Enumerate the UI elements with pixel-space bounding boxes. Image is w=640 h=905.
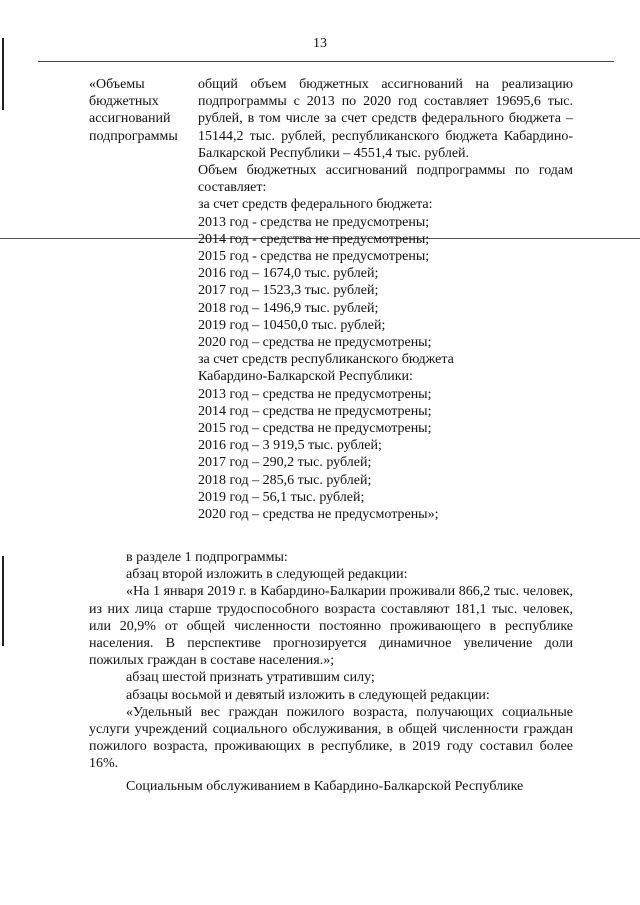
budget-intro: общий объем бюджетных ассигнований на реализацию подпрограммы с 2013 по 2020 год составляет 19695,6 тыс. рублей, в том числе за счет средств федерального бюджета – 15144,2 тыс. рублей, республиканского бюджета Кабардино-Балкарской Республики – 4551,4 тыс. рублей. <box>198 77 573 161</box>
label-line: ассигнований <box>89 111 171 127</box>
republic-year-line: 2017 год – 290,2 тыс. рублей; <box>198 455 372 471</box>
republic-year-line: 2015 год – средства не предусмотрены; <box>198 421 432 437</box>
republic-year-line: 2016 год – 3 919,5 тыс. рублей; <box>198 438 382 454</box>
table-content-cell <box>198 76 573 523</box>
republic-year-line: 2019 год – 56,1 тыс. рублей; <box>198 489 365 505</box>
federal-year-line: 2013 год - средства не предусмотрены; <box>198 214 430 230</box>
federal-year-line: 2019 год – 10450,0 тыс. рублей; <box>198 317 386 333</box>
federal-year-line: 2015 год - средства не предусмотрены; <box>198 249 430 265</box>
republic-year-line: 2020 год – средства не предусмотрены»; <box>198 507 439 523</box>
paragraph: Социальным обслуживанием в Кабардино-Балкарской Республике <box>126 778 524 794</box>
federal-year-line: 2017 год – 1523,3 тыс. рублей; <box>198 283 379 299</box>
label-line: «Объемы <box>89 77 145 92</box>
republic-heading: Кабардино-Балкарской Республики: <box>198 369 413 385</box>
republic-year-line: 2013 год – средства не предусмотрены; <box>198 386 432 402</box>
page-number: 13 <box>313 36 327 51</box>
paragraph: в разделе 1 подпрограммы: <box>126 550 288 565</box>
header-rule <box>38 61 614 62</box>
federal-year-line: 2014 год - средства не предусмотрены; <box>198 231 430 247</box>
document-body <box>89 549 573 795</box>
paragraph: абзацы восьмой и девятый изложить в следующей редакции: <box>126 687 490 703</box>
paragraph: «Удельный вес граждан пожилого возраста, получающих социальные услуги учреждений социального обслуживания, в общей численности граждан пожилого возраста, проживающих в республике, в 2019 году составил более 16%. <box>89 704 573 772</box>
scan-edge-mark <box>2 556 4 646</box>
table-label-cell <box>89 76 197 145</box>
federal-year-line: 2018 год – 1496,9 тыс. рублей; <box>198 300 379 316</box>
paragraph: абзац второй изложить в следующей редакции: <box>126 567 408 583</box>
federal-heading: за счет средств федерального бюджета: <box>198 197 433 213</box>
federal-year-line: 2020 год – средства не предусмотрены; <box>198 335 432 351</box>
label-line: подпрограммы <box>89 128 178 144</box>
republic-year-line: 2018 год – 285,6 тыс. рублей; <box>198 472 372 488</box>
republic-heading: за счет средств республиканского бюджета <box>198 352 454 368</box>
federal-year-line: 2016 год – 1674,0 тыс. рублей; <box>198 266 379 282</box>
paragraph: «На 1 января 2019 г. в Кабардино-Балкарии проживали 866,2 тыс. человек, из них лица старше трудоспособного возраста составляют 181,1 тыс. человек, или 20,9% от общей численности постоянно проживающего в республике населения. В перспективе прогнозируется динамичное увеличение доли пожилых граждан в составе населения.»; <box>89 584 573 669</box>
republic-year-line: 2014 год – средства не предусмотрены; <box>198 403 432 419</box>
label-line: бюджетных <box>89 94 159 110</box>
paragraph: абзац шестой признать утратившим силу; <box>126 670 375 686</box>
budget-by-years-intro: Объем бюджетных ассигнований подпрограммы по годам составляет: <box>198 163 573 196</box>
